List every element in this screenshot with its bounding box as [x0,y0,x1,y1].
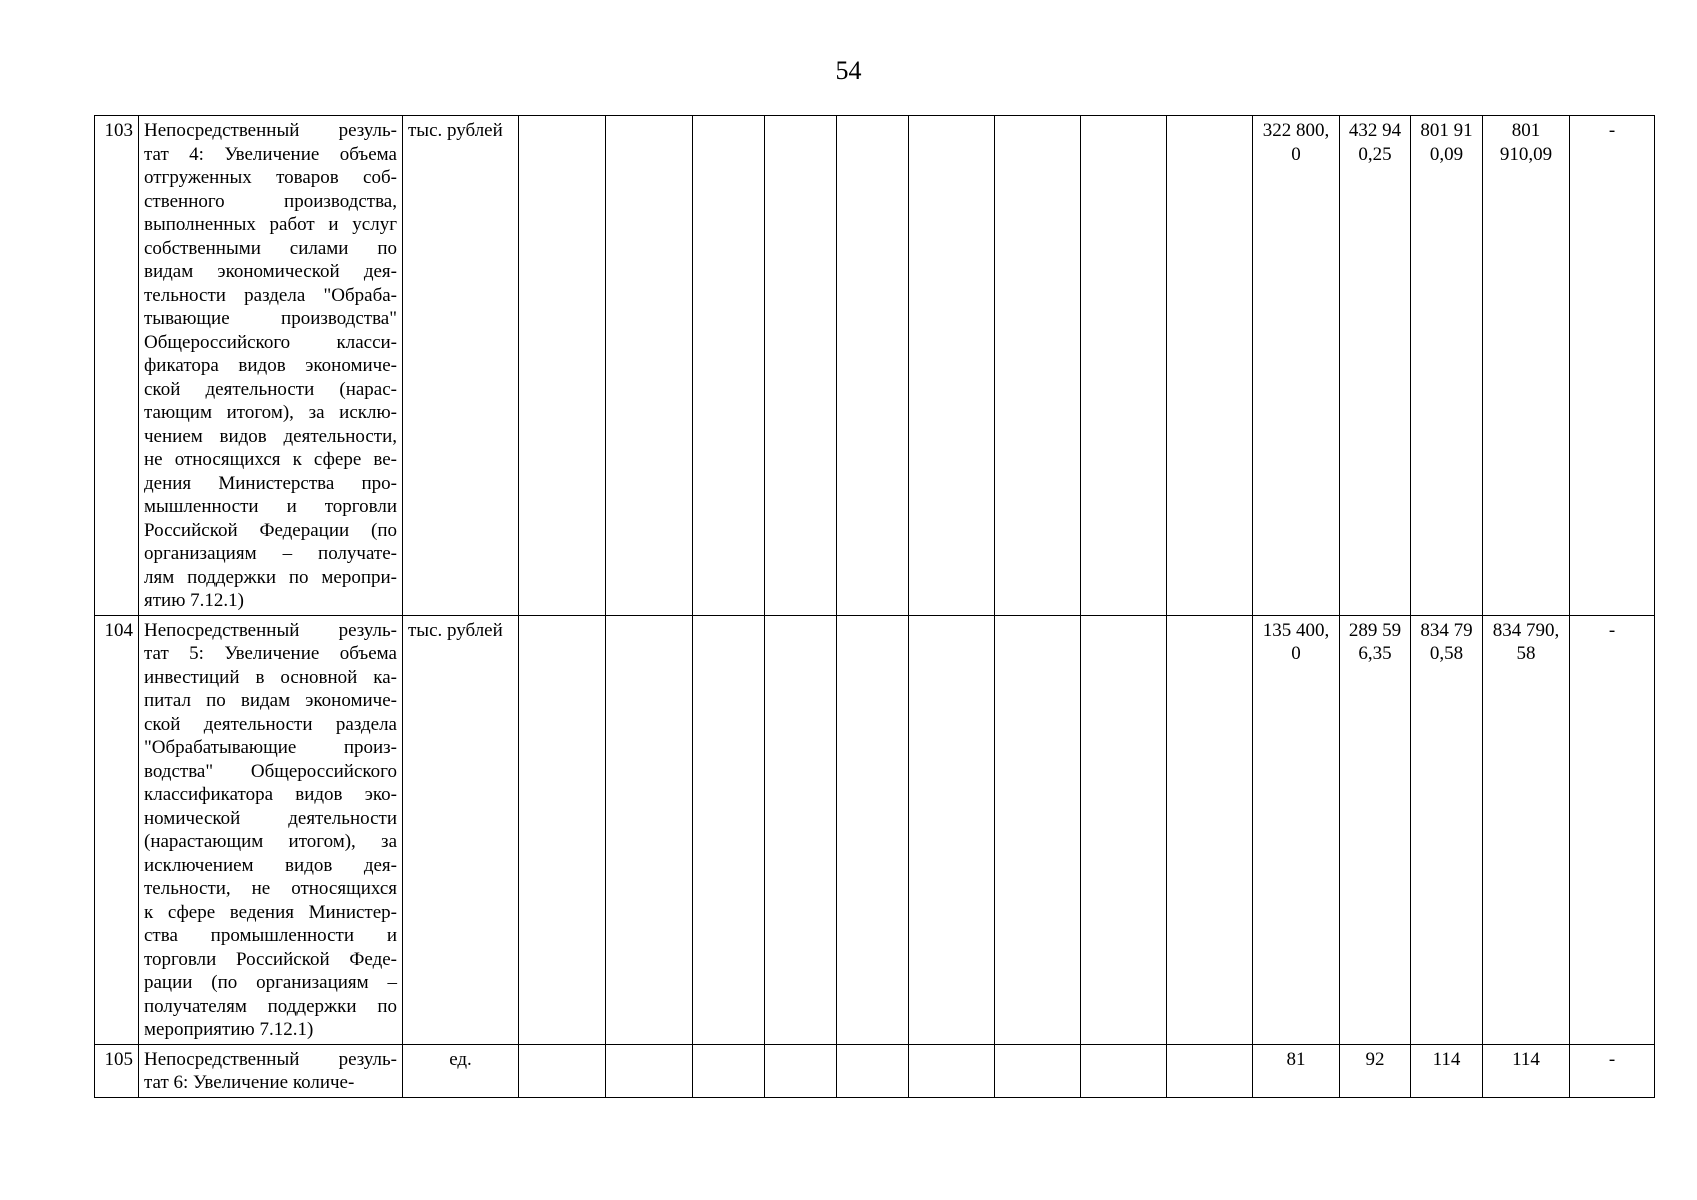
indicator-name-line: к сфере ведения Министер- [144,901,397,923]
value-line: 6,35 [1358,643,1392,664]
indicator-name-line: получателям поддержки по [144,995,397,1017]
empty-cell [995,615,1081,1044]
indicator-name-line: тельности, не относящихся [144,878,397,899]
indicator-name [139,1044,403,1097]
empty-cell [693,1044,765,1097]
unit-of-measure: тыс. рублей [403,116,519,616]
value-line: 0 [1291,643,1301,664]
indicator-name-line: выполненных работ и услуг [144,214,397,235]
indicator-name-line: тат 5: Увеличение объема [144,643,397,664]
empty-cell [693,116,765,616]
value-v3 [1411,1044,1483,1097]
value-v4 [1483,615,1570,1044]
indicator-name-line: организациям – получате- [144,543,397,564]
indicator-name-line: рации (по организациям – [144,972,397,993]
value-line: 0 [1291,143,1301,165]
indicator-name-line: не относящихся к сфере ве- [144,449,397,470]
empty-cell [519,615,606,1044]
value-line: 322 800, [1262,120,1330,141]
value-v2 [1340,615,1411,1044]
indicator-name-line: питал по видам экономиче- [144,690,397,711]
value-v1 [1253,116,1340,616]
dash-cell: - [1570,615,1655,1044]
indicator-name-line: тающим итогом), за исклю- [144,402,397,423]
value-line: 135 400, [1262,619,1330,641]
value-line: 81 [1286,1048,1306,1070]
indicator-name-line: Непосредственный резуль- [144,619,397,641]
value-v2 [1340,1044,1411,1097]
indicator-name-line: Общероссийского класси- [144,331,397,353]
value-line: 92 [1365,1048,1385,1070]
value-v4 [1483,1044,1570,1097]
indicator-name-line: классификатора видов эко- [144,784,397,805]
value-line: 0,58 [1429,643,1464,664]
empty-cell [606,615,693,1044]
table-row [95,1044,1655,1097]
empty-cell [606,1044,693,1097]
indicator-name-line: мышленности и торговли [144,496,397,517]
unit-of-measure: ед. [403,1044,519,1097]
indicator-name-line: инвестиций в основной ка- [144,666,397,688]
value-line: 0,09 [1429,143,1464,165]
empty-cell [1167,116,1253,616]
value-line: 834 79 [1420,619,1473,641]
indicator-name-line: отгруженных товаров соб- [144,167,397,188]
value-v1 [1253,615,1340,1044]
empty-cell [995,116,1081,616]
empty-cell [519,116,606,616]
empty-cell [765,1044,837,1097]
indicator-name-line: водства" Общероссийского [144,760,397,782]
value-line: 801 91 [1420,120,1473,141]
indicator-name-line: тат 6: Увеличение количе- [144,1072,355,1093]
empty-cell [837,1044,909,1097]
indicator-name-line: исключением видов дея- [144,854,397,876]
value-line: 432 94 [1348,120,1402,141]
value-line: 114 [1432,1048,1461,1070]
row-number: 104 [95,615,139,1044]
indicator-name-line: ственного производства, [144,190,397,212]
indicator-name-line: ства промышленности и [144,925,397,946]
indicator-name-line: чением видов деятельности, [144,425,397,447]
indicator-name-line: Непосредственный резуль- [144,120,397,141]
row-number: 105 [95,1044,139,1097]
empty-cell [909,116,995,616]
value-line: 801 [1511,120,1541,141]
value-v3 [1411,615,1483,1044]
value-line: 114 [1512,1048,1540,1070]
indicator-name-line: ской деятельности (нарас- [144,378,397,400]
empty-cell [1081,116,1167,616]
row-number: 103 [95,116,139,616]
indicator-name [139,615,403,1044]
indicator-name-line: видам экономической дея- [144,261,397,282]
indicator-name-line: тат 4: Увеличение объема [144,143,397,165]
value-v1 [1253,1044,1340,1097]
empty-cell [1167,1044,1253,1097]
indicator-name-line: фикатора видов экономиче- [144,355,397,376]
value-line: 0,25 [1358,143,1392,165]
value-v4 [1483,116,1570,616]
empty-cell [765,615,837,1044]
value-v2 [1340,116,1411,616]
table-row [95,116,1655,616]
table-body [95,116,1655,1098]
indicator-name-line: дения Министерства про- [144,472,397,494]
empty-cell [837,116,909,616]
value-line: 910,09 [1499,143,1553,165]
value-line: 289 59 [1348,619,1402,641]
indicator-name-line: "Обрабатывающие произ- [144,737,397,758]
value-v3 [1411,116,1483,616]
empty-cell [606,116,693,616]
indicator-name-line: мероприятию 7.12.1) [144,1019,314,1040]
indicator-name [139,116,403,616]
dash-cell: - [1570,116,1655,616]
indicator-name-line: тельности раздела "Обраба- [144,284,397,306]
empty-cell [837,615,909,1044]
empty-cell [909,615,995,1044]
dash-cell: - [1570,1044,1655,1097]
empty-cell [1081,1044,1167,1097]
indicator-name-line: торговли Российской Феде- [144,948,397,970]
indicator-name-line: Непосредственный резуль- [144,1048,397,1070]
indicator-name-line: (нарастающим итогом), за [144,831,397,852]
indicator-name-line: тывающие производства" [144,308,397,329]
empty-cell [1081,615,1167,1044]
indicator-name-line: ской деятельности раздела [144,713,397,735]
indicator-name-line: Российской Федерации (по [144,519,397,541]
indicator-name-line: собственными силами по [144,237,397,259]
indicator-name-line: лям поддержки по меропри- [144,566,397,588]
empty-cell [909,1044,995,1097]
indicator-name-line: ятию 7.12.1) [144,590,244,611]
unit-of-measure: тыс. рублей [403,615,519,1044]
empty-cell [765,116,837,616]
indicators-table [94,115,1655,1098]
empty-cell [519,1044,606,1097]
value-line: 834 790, [1492,619,1560,641]
empty-cell [1167,615,1253,1044]
table-row [95,615,1655,1044]
page-number: 54 [835,56,862,85]
value-line: 58 [1516,643,1536,664]
empty-cell [995,1044,1081,1097]
indicator-name-line: номической деятельности [144,807,397,829]
empty-cell [693,615,765,1044]
